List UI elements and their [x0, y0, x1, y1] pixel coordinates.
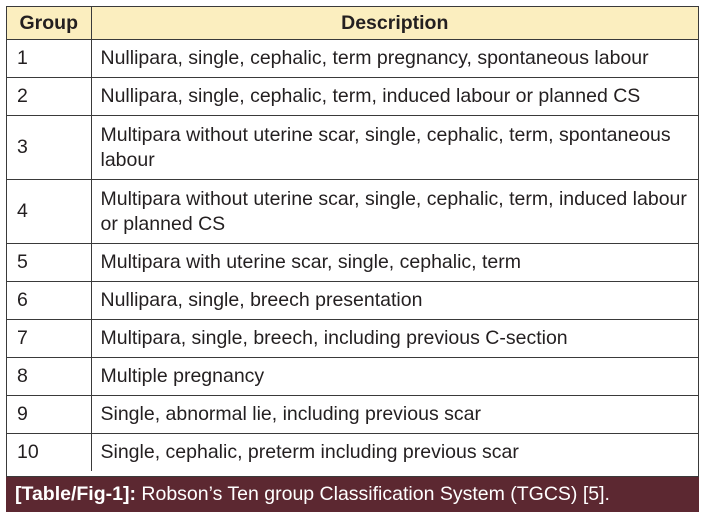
description-cell: Nullipara, single, breech presentation — [91, 282, 698, 320]
group-cell: 3 — [7, 116, 91, 180]
column-header-description: Description — [91, 7, 698, 40]
table-row — [7, 78, 698, 116]
table-row — [7, 40, 698, 78]
robson-classification-table — [7, 7, 698, 471]
description-cell: Multipara with uterine scar, single, cephalic, term — [91, 244, 698, 282]
group-cell: 2 — [7, 78, 91, 116]
description-cell: Nullipara, single, cephalic, term pregnancy, spontaneous labour — [91, 40, 698, 78]
table-row — [7, 320, 698, 358]
column-header-group: Group — [7, 7, 91, 40]
caption-label: [Table/Fig-1]: — [15, 483, 136, 505]
description-cell: Multipara, single, breech, including previous C-section — [91, 320, 698, 358]
description-cell: Single, abnormal lie, including previous scar — [91, 396, 698, 434]
group-cell: 6 — [7, 282, 91, 320]
group-cell: 1 — [7, 40, 91, 78]
description-cell: Multiple pregnancy — [91, 358, 698, 396]
group-cell: 10 — [7, 434, 91, 472]
group-cell: 7 — [7, 320, 91, 358]
table-caption — [6, 477, 699, 512]
table-header-row — [7, 7, 698, 40]
table-row — [7, 396, 698, 434]
table-row — [7, 282, 698, 320]
robson-table-frame — [6, 6, 699, 477]
group-cell: 8 — [7, 358, 91, 396]
table-row — [7, 434, 698, 472]
description-cell: Single, cephalic, preterm including previous scar — [91, 434, 698, 472]
group-cell: 5 — [7, 244, 91, 282]
description-cell: Nullipara, single, cephalic, term, induced labour or planned CS — [91, 78, 698, 116]
table-row — [7, 116, 698, 180]
table-row — [7, 180, 698, 244]
table-row — [7, 358, 698, 396]
description-cell: Multipara without uterine scar, single, cephalic, term, spontaneous labour — [91, 116, 698, 180]
group-cell: 9 — [7, 396, 91, 434]
description-cell: Multipara without uterine scar, single, cephalic, term, induced labour or planned CS — [91, 180, 698, 244]
caption-text: Robson’s Ten group Classification System (TGCS) [5]. — [141, 483, 610, 505]
table-row — [7, 244, 698, 282]
group-cell: 4 — [7, 180, 91, 244]
